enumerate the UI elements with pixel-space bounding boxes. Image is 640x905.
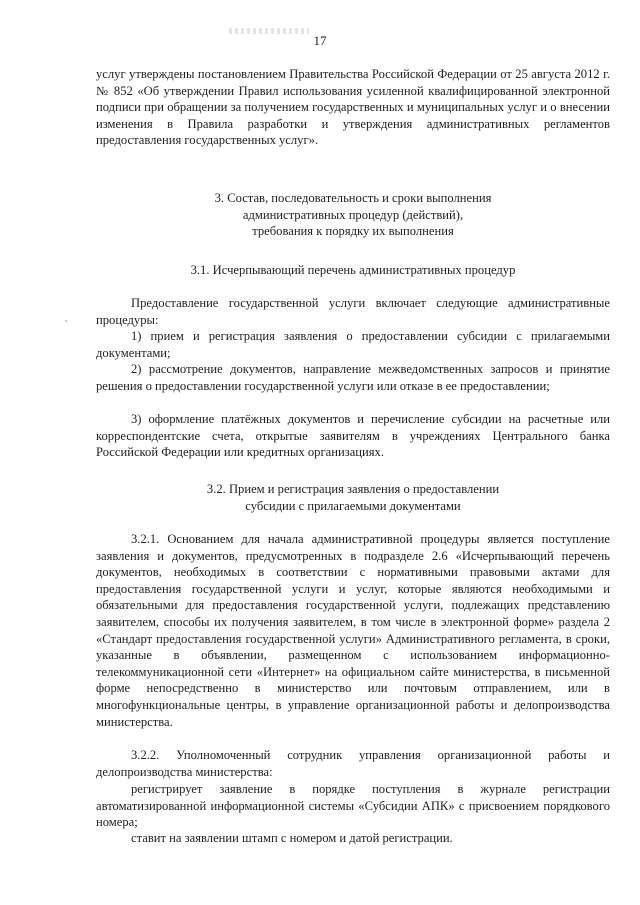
procedure-item-3: 3) оформление платёжных документов и перечисление субсидии на расчетные или корреспондентские счета, открытые заявителям в учреждениях Центрального банка Российской Федерации или кредитных организациях. [96,412,610,460]
paragraph-3-2-2-item-1: регистрирует заявление в порядке поступления в журнале регистрации автоматизированной информационной системы «Субсидии АПК» с присвоением порядкового номера; [96,782,610,830]
section-3-1-heading: 3.1. Исчерпывающий перечень административных процедур [190,263,516,277]
paragraph-3-2-1: 3.2.1. Основанием для начала административной процедуры является поступление заявления и документов, предусмотренных в подразделе 2.6 «Исчерпывающий перечень документов, необходимых в соответствии с нормативными правовыми актами для предоставления государственной услуги и услуг, которые являются необходимыми и обязательными для предоставления государственной услуги, подлежащих представлению заявителем, способы их получения заявителем, в том числе в электронной форме» раздела 2 «Стандарт предоставления государственной услуги» Административного регламента, в сроки, указанные в объявлении, размещенном с использованием информационно-телекоммуникационной сети «Интернет» на официальном сайте министерства, в письменной форме непосредственно в министерство или почтовым отправлением, или в многофункциональные центры, в управление организационной работы и делопроизводства министерства. [96,532,610,729]
paragraph-3-2-2-item-2: ставит на заявлении штамп с номером и датой регистрации. [131,831,453,845]
intro-paragraph: услуг утверждены постановлением Правительства Российской Федерации от 25 августа 2012 г. № 852 «Об утверждении Правил использования усиленной квалифицированной электронной подписи при обращении за получением государственных и муниципальных услуг и о внесении изменения в Правила разработки и утверждения административных регламентов предоставления государственных услуг». [96,67,610,148]
section-3-heading-line-1: 3. Состав, последовательность и сроки выполнения [214,191,492,205]
section-3-heading [96,190,610,240]
paragraph-3-2-2: 3.2.2. Уполномоченный сотрудник управления организационной работы и делопроизводства министерства: [96,748,610,779]
section-3-2-heading-line-2: субсидии с прилагаемыми документами [245,498,461,513]
page-number: 17 [313,33,327,48]
section-3-2-heading [96,481,610,514]
procedure-item-1: 1) прием и регистрация заявления о предоставлении субсидии с прилагаемыми документами; [96,329,610,360]
section-3-heading-line-2: административных процедур (действий), [242,207,464,222]
section-3-1-lead: Предоставление государственной услуги включает следующие административные процедуры: [96,296,610,327]
section-3-heading-line-3: требования к порядку их выполнения [252,224,454,239]
procedure-item-2: 2) рассмотрение документов, направление межведомственных запросов и принятие решения о предоставлении государственной услуги или отказе в ее предоставлении; [96,362,610,393]
section-3-2-heading-line-1: 3.2. Прием и регистрация заявления о предоставлении [206,482,500,496]
scan-dot [65,320,67,322]
